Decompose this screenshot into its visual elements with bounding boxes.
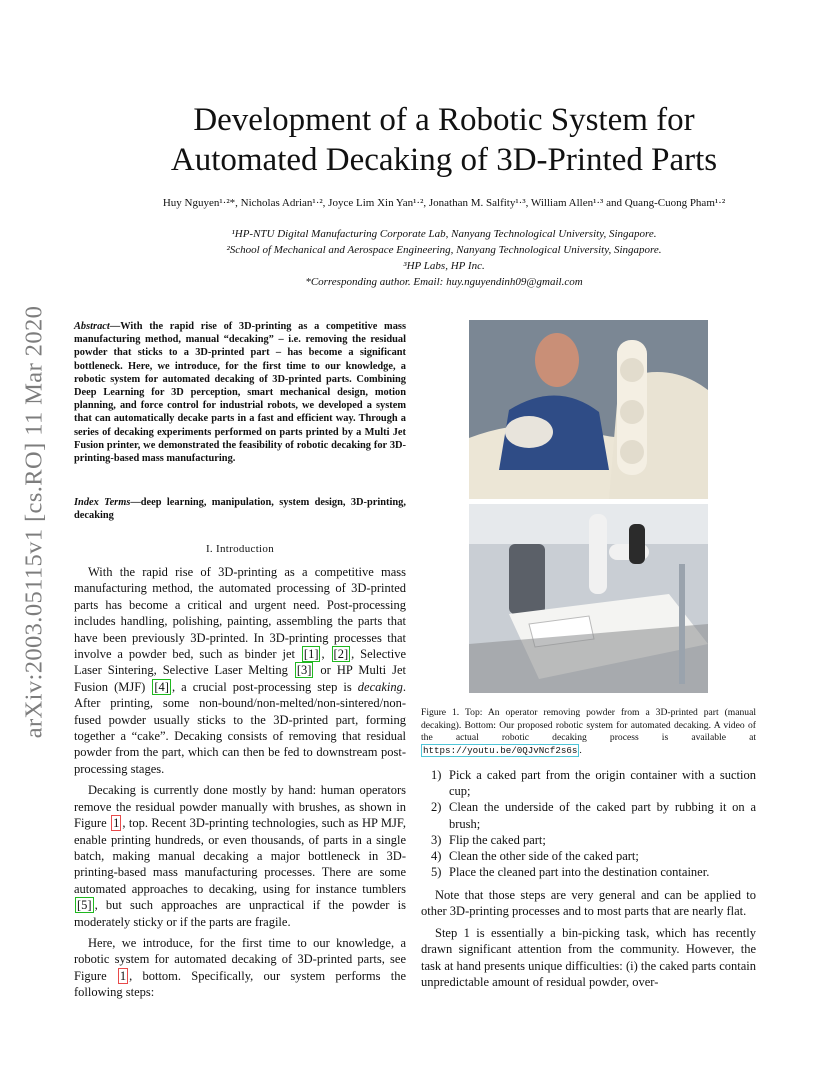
- step-text: Flip the caked part;: [449, 832, 546, 847]
- operator-head: [535, 333, 579, 387]
- manual-decaking-illustration: [469, 320, 708, 499]
- citation-link[interactable]: [5]: [77, 898, 92, 913]
- title-line-1: Development of a Robotic System for: [193, 102, 695, 138]
- figure-photo-robotic-system: [469, 504, 708, 693]
- right-paragraph-1: Note that those steps are very general and can be applied to other 3D-printing processes and to most parts that are nearly flat.: [421, 888, 756, 919]
- part-ring: [620, 400, 644, 424]
- corresponding-author: *Corresponding author. Email: huy.nguyendinh09@gmail.com: [305, 276, 583, 288]
- vacuum-cleaner: [509, 544, 545, 614]
- step-text: Place the cleaned part into the destination container.: [449, 865, 710, 880]
- caption-end: .: [579, 744, 582, 756]
- frame-post: [679, 564, 685, 684]
- caption-text: Figure 1. Top: An operator removing powder from a 3D-printed part (manual decaking). Bottom: Our proposed robotic system for automated decaking. A video of the actual robotic decaking process is available at: [421, 707, 756, 743]
- figure-photo-manual-decaking: [469, 320, 708, 499]
- intro-paragraph-2: [74, 782, 406, 930]
- right-paragraph-2: Step 1 is essentially a bin-picking task, which has recently drawn significant attention from the community. However, the task at hand presents unique difficulties: (i) the caked parts contain unpredictable amount of residual powder, over-: [421, 925, 756, 990]
- affiliations: [60, 226, 828, 290]
- index-terms: [74, 496, 406, 522]
- title-line-2: Automated Decaking of 3D-Printed Parts: [170, 142, 718, 178]
- intro-paragraph-3: [74, 935, 406, 1001]
- step-item: [421, 848, 756, 864]
- text-run: , a crucial post-processing step is: [171, 679, 358, 694]
- text-run: , top. Recent 3D-printing technologies, such as HP MJF, enable printing hundreds, or even thousands, of parts in a single batch, making manual decaking a major bottleneck in 3D-printing-based mass manufacturing processes. There are some automated approaches to decaking, using for instance tumblers: [74, 816, 406, 896]
- step-text: Clean the other side of the caked part;: [449, 849, 639, 864]
- text-run: Here, we introduce, for the first time to our knowledge, a robotic system for automated decaking of 3D-printed parts, see Figure: [74, 935, 406, 983]
- text-run: , Selective Laser Sintering, Selective Laser Melting: [74, 647, 406, 678]
- text-run: Decaking is currently done mostly by hand: human operators remove the residual powder manually with brushes, as shown in Figure: [74, 783, 406, 831]
- robot-joint: [629, 524, 645, 564]
- arxiv-stamp-text: arXiv:2003.05115v1 [cs.RO] 11 Mar 2020: [20, 305, 47, 739]
- figure-ref-link[interactable]: 1: [119, 968, 127, 983]
- step-number: 4): [431, 849, 442, 864]
- emphasis-text: decaking: [357, 679, 403, 694]
- step-number: 2): [431, 800, 442, 815]
- step-item: [421, 832, 756, 848]
- citation-link[interactable]: [3]: [296, 663, 312, 678]
- section-heading: I. Introduction: [205, 543, 275, 555]
- text-run: , bottom. Specifically, our system performs the following steps:: [74, 968, 406, 1000]
- index-terms-lead: Index Terms: [74, 497, 131, 508]
- decaking-steps-list: [421, 767, 756, 880]
- affiliation-3: ³HP Labs, HP Inc.: [403, 260, 485, 272]
- step-number: 5): [431, 865, 442, 880]
- affiliation-1: ¹HP-NTU Digital Manufacturing Corporate Lab, Nanyang Technological University, Singapore.: [231, 228, 657, 240]
- citation-link[interactable]: [4]: [154, 679, 169, 694]
- text-run: With the rapid rise of 3D-printing as a competitive mass manufacturing method, the automated processing of 3D-printed parts has become a critical and urgent need. Post-processing includes handling, polishing, painting, assembling the parts that have been previously 3D-printed. In 3D-printing processes that involve a powder bed, such as binder jet: [74, 565, 406, 662]
- step-item: [421, 799, 756, 831]
- figure-caption: [421, 707, 756, 757]
- robotic-system-illustration: [469, 504, 708, 693]
- step-text: Clean the underside of the caked part by rubbing it on a brush;: [449, 800, 756, 831]
- figure-ref-link[interactable]: 1: [113, 816, 120, 831]
- arxiv-stamp: [14, 282, 54, 762]
- step-text: Pick a caked part from the origin container with a suction cup;: [449, 768, 756, 799]
- step-number: 1): [431, 768, 442, 782]
- paper-title: [60, 100, 828, 180]
- citation-link[interactable]: [1]: [303, 647, 319, 662]
- citation-link[interactable]: [2]: [333, 647, 349, 662]
- abstract: [74, 320, 406, 465]
- text-run: or HP Multi Jet Fusion (MJF): [74, 663, 406, 694]
- lab-ceiling: [469, 504, 708, 544]
- robot-arm-upper: [589, 514, 607, 594]
- text-run: . After printing, some non-bound/non-melted/non-sintered/non-fused powder usually sticks to the 3D-printed part, forming together a “cake”. Decaking consists of removing that residual powder from the part, which can then be fed to downstream post-processing stages.: [74, 679, 407, 776]
- part-ring: [620, 440, 644, 464]
- step-item: [421, 864, 756, 880]
- abstract-text: —With the rapid rise of 3D-printing as a competitive mass manufacturing method, manual “decaking” – i.e. removing the residual powder that sticks to a 3D-printed part – has become a significant bottleneck. Here, we introduce, for the first time to our knowledge, a robotic system for automated decaking of 3D-printed parts. Combining Deep Learning for 3D perception, smart mechanical design, motion planning, and force control for industrial robots, we developed a system that can automatically decake parts in a fast and efficient way. Through a series of decaking experiments performed on parts printed by a Multi Jet Fusion printer, we demonstrated the feasibility of robotic decaking for 3D-printing-based mass manufacturing.: [74, 321, 406, 465]
- abstract-lead: Abstract: [74, 321, 110, 332]
- video-link[interactable]: https://youtu.be/0QJvNcf2s6s: [423, 744, 578, 756]
- step-number: 3): [431, 832, 442, 847]
- author-list: Huy Nguyen¹·²*, Nicholas Adrian¹·², Joyce Lim Xin Yan¹·², Jonathan M. Salfity¹·³, William Allen¹·³ and Quang-Cuong Pham¹·²: [162, 197, 726, 209]
- part-ring: [620, 358, 644, 382]
- affiliation-2: ²School of Mechanical and Aerospace Engineering, Nanyang Technological University, Singapore.: [226, 244, 662, 256]
- text-run: , but such approaches are unpractical if the powder is moderately sticky or if the parts are fragile.: [74, 898, 406, 929]
- intro-paragraph-1: [74, 564, 406, 777]
- gloved-hand: [505, 416, 553, 448]
- text-run: ,: [321, 647, 331, 662]
- right-column-body: [421, 887, 756, 995]
- intro-body: [74, 564, 406, 1006]
- step-item: [421, 767, 756, 799]
- index-terms-text: —deep learning, manipulation, system design, 3D-printing, decaking: [74, 497, 406, 522]
